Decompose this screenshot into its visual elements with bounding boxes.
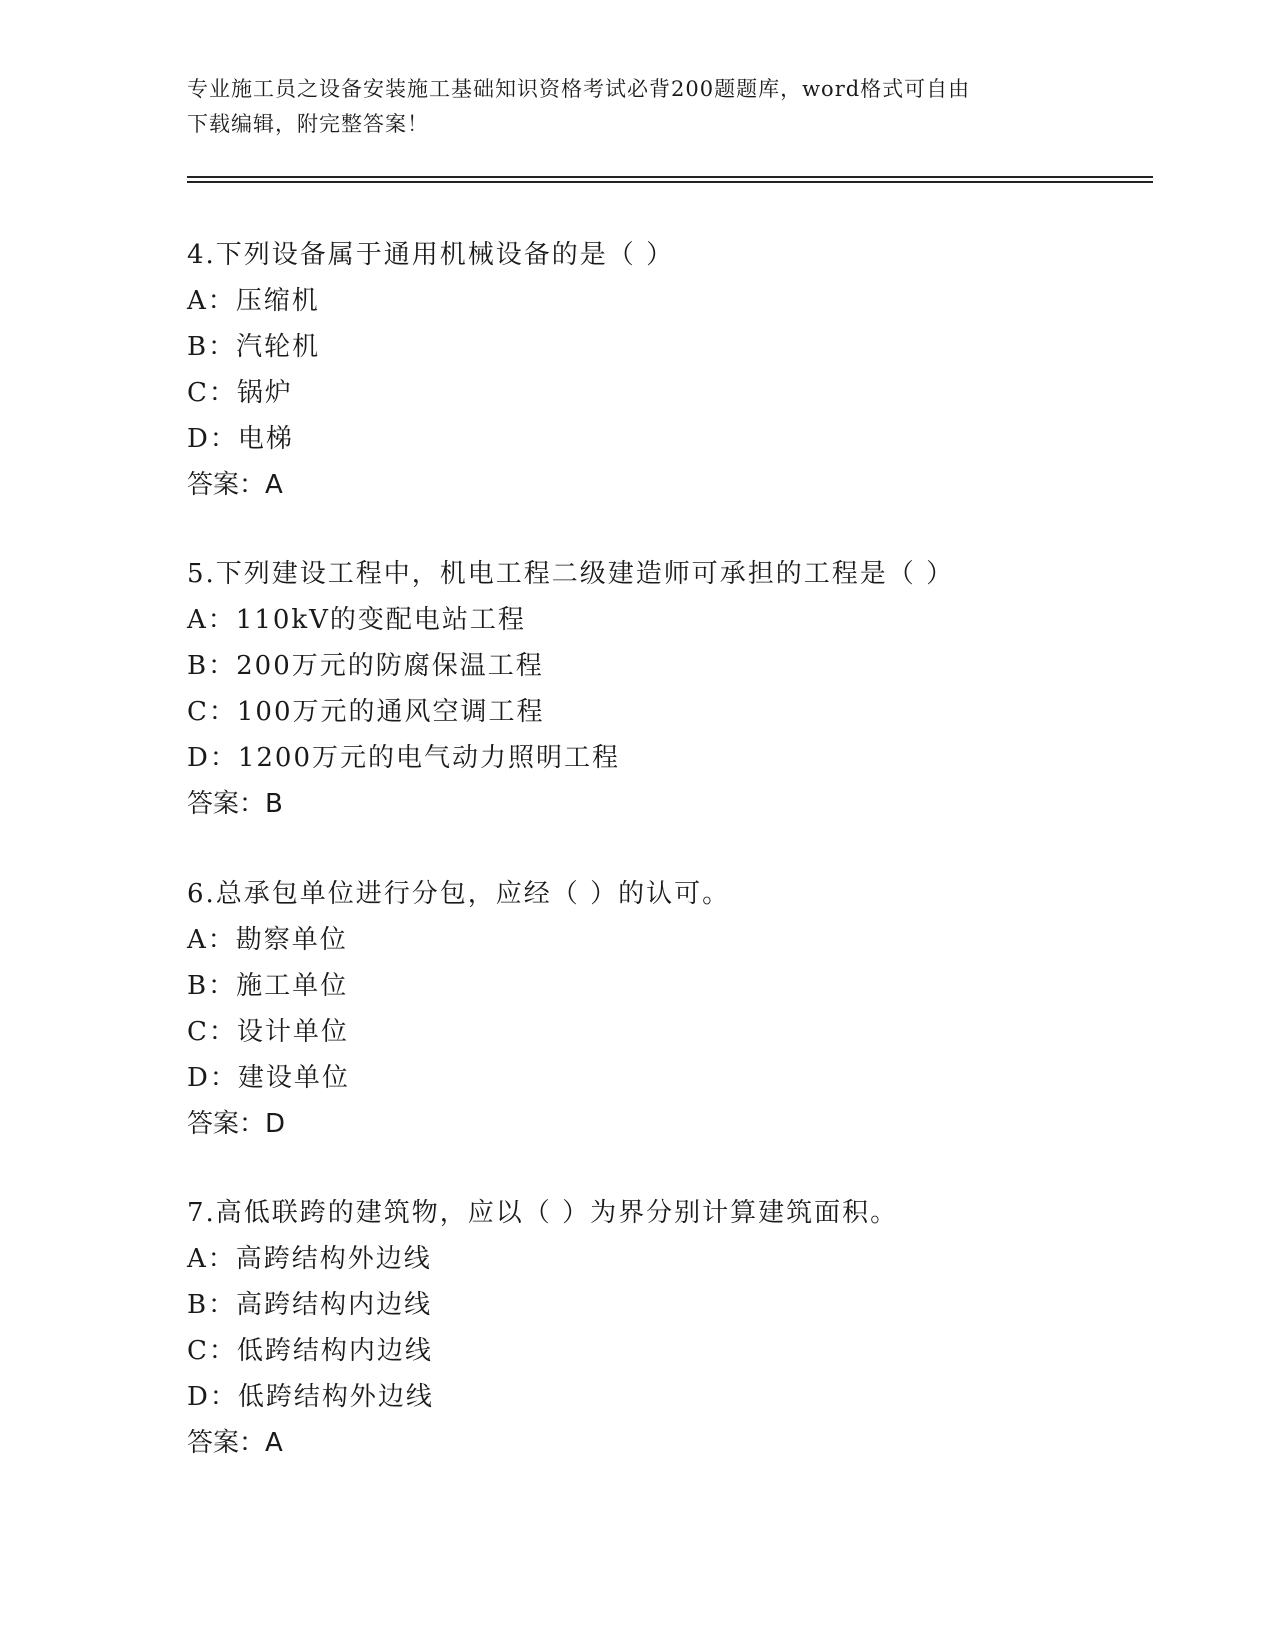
option-d: D：建设单位 [187, 1063, 350, 1093]
option-c: C：低跨结构内边线 [187, 1336, 433, 1366]
option-b: B：汽轮机 [187, 332, 321, 362]
answer-line: 答案：A [187, 1428, 283, 1458]
question-title: 7.高低联跨的建筑物，应以（ ）为界分别计算建筑面积。 [187, 1198, 899, 1228]
option-a: A：勘察单位 [187, 925, 348, 955]
answer-line: 答案：A [187, 470, 283, 500]
question-block [187, 232, 1167, 508]
answer-line: 答案：B [187, 789, 283, 819]
question-block [187, 551, 1167, 827]
option-a: A：高跨结构外边线 [187, 1244, 432, 1274]
option-a: A：110kV的变配电站工程 [187, 605, 526, 635]
header-divider-top [187, 176, 1153, 178]
answer-line: 答案：D [187, 1109, 286, 1139]
question-title: 5.下列建设工程中，机电工程二级建造师可承担的工程是（ ） [187, 559, 955, 589]
option-c: C：100万元的通风空调工程 [187, 697, 545, 727]
option-c: C：设计单位 [187, 1017, 349, 1047]
question-block [187, 1190, 1167, 1466]
header-line-2: 下载编辑，附完整答案！ [187, 112, 429, 136]
option-c: C：锅炉 [187, 378, 293, 408]
option-d: D：电梯 [187, 424, 294, 454]
header-line-1: 专业施工员之设备安装施工基础知识资格考试必背200题题库，word格式可自由 [187, 77, 971, 101]
option-b: B：施工单位 [187, 971, 349, 1001]
question-block [187, 871, 1167, 1147]
document-header [187, 72, 1067, 142]
option-d: D：1200万元的电气动力照明工程 [187, 743, 621, 773]
option-b: B：高跨结构内边线 [187, 1290, 433, 1320]
question-title: 6.总承包单位进行分包，应经（ ）的认可。 [187, 879, 731, 909]
option-b: B：200万元的防腐保温工程 [187, 651, 544, 681]
option-a: A：压缩机 [187, 286, 320, 316]
option-d: D：低跨结构外边线 [187, 1382, 434, 1412]
question-title: 4.下列设备属于通用机械设备的是（ ） [187, 240, 675, 270]
header-divider-bottom [187, 181, 1153, 183]
